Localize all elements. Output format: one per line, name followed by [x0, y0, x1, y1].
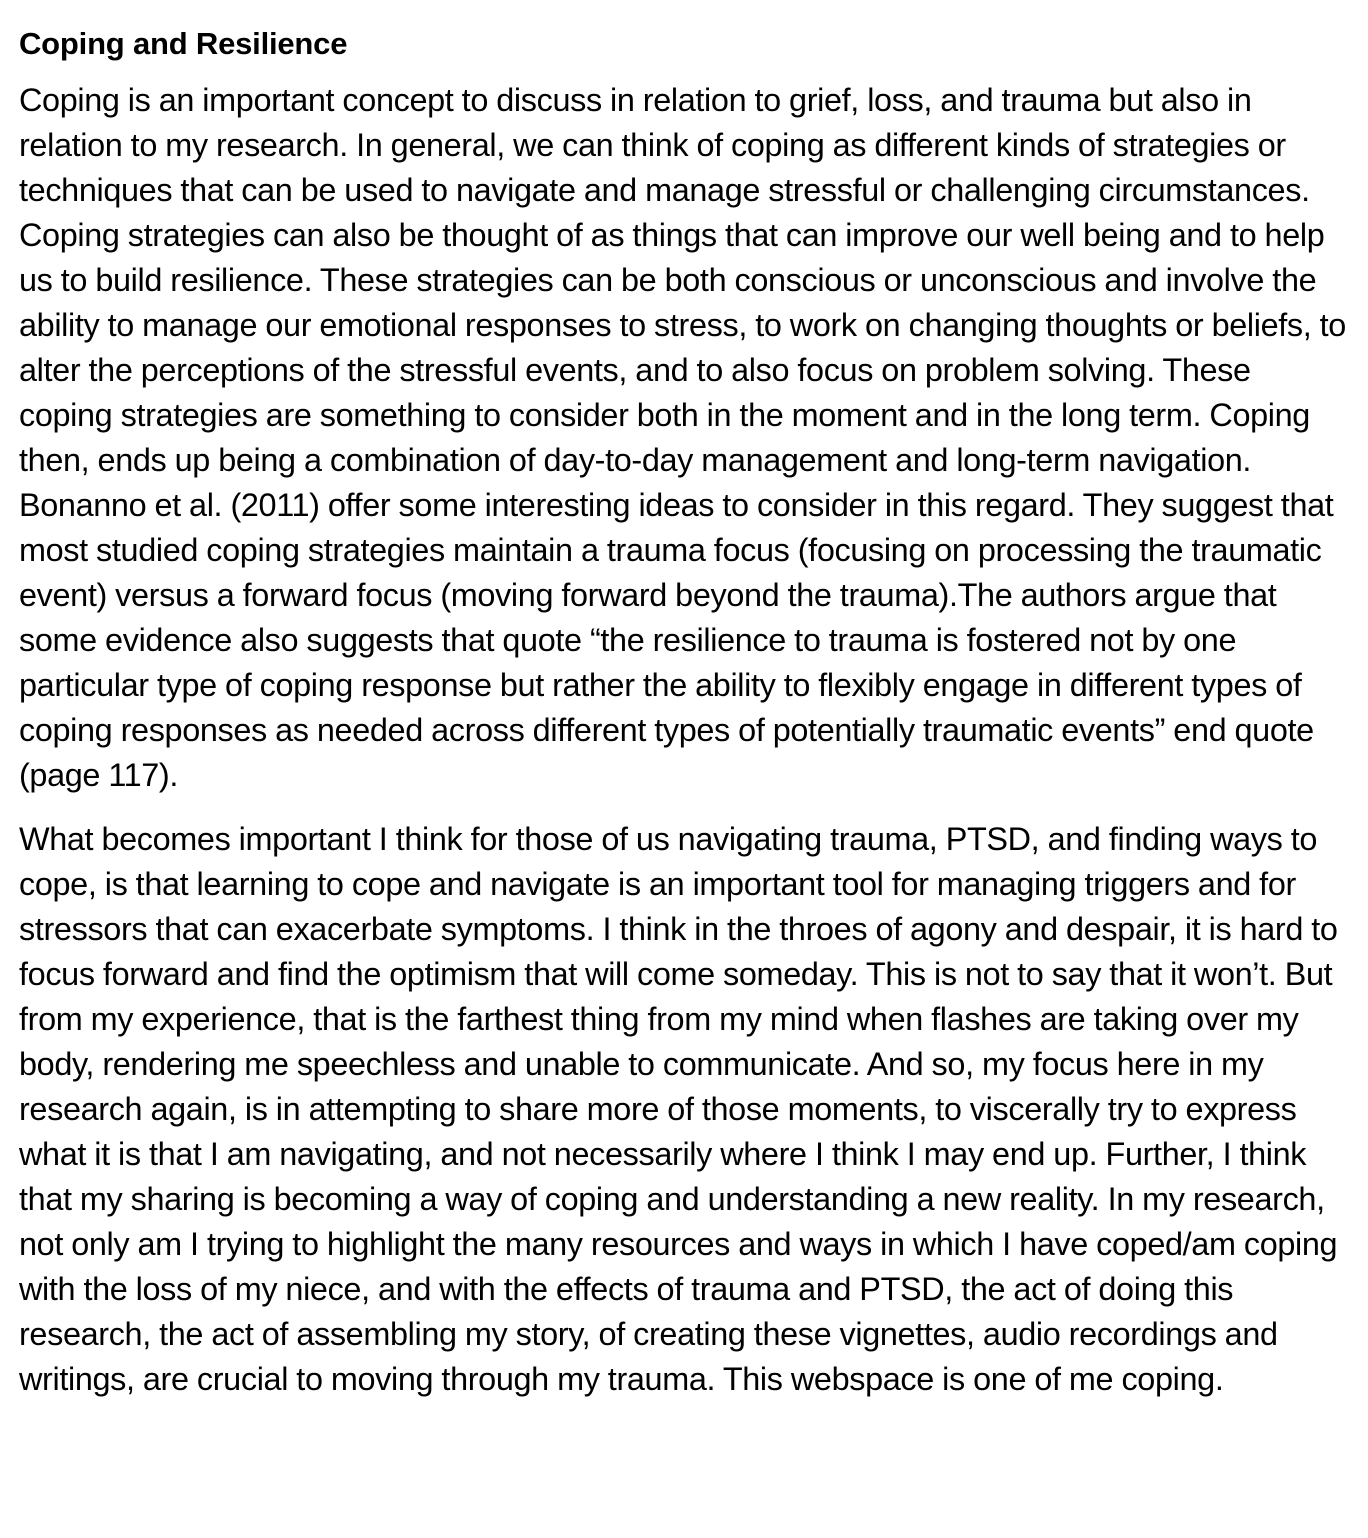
section-heading: Coping and Resilience [19, 26, 348, 61]
paragraph-personal-reflection: What becomes important I think for those of us navigating trauma, PTSD, and finding ways to cope, is that learning to cope and navigate is an important tool for managing triggers and for stressors that can exacerbate symptoms. I think in the throes of agony and despair, it is hard to focus forward and find the optimism that will come someday. This is not to say that it won’t. But from my experience, that is the farthest thing from my mind when flashes are taking over my body, rendering me speechless and unable to communicate. And so, my focus here in my research again, is in attempting to share more of those moments, to viscerally try to express what it is that I am navigating, and not necessarily where I think I may end up. Further, I think that my sharing is becoming a way of coping and understanding a new reality. In my research, not only am I trying to highlight the many resources and ways in which I have coped/am coping with the loss of my niece, and with the effects of trauma and PTSD, the act of doing this research, the act of assembling my story, of creating these vignettes, audio recordings and writings, are crucial to moving through my trauma. This webspace is one of me coping. [19, 821, 1338, 1397]
article [19, 22, 1348, 1402]
paragraph-coping-definition: Coping is an important concept to discuss in relation to grief, loss, and trauma but also in relation to my research. In general, we can think of coping as different kinds of strategies or techniques that can be used to navigate and manage stressful or challenging circumstances. Coping strategies can also be thought of as things that can improve our well being and to help us to build resilience. These strategies can be both conscious or unconscious and involve the ability to manage our emotional responses to stress, to work on changing thoughts or beliefs, to alter the perceptions of the stressful events, and to also focus on problem solving. These coping strategies are something to consider both in the moment and in the long term. Coping then, ends up being a combination of day-to-day management and long-term navigation. Bonanno et al. (2011) offer some interesting ideas to consider in this regard. They suggest that most studied coping strategies maintain a trauma focus (focusing on processing the traumatic event) versus a forward focus (moving forward beyond the trauma).The authors argue that some evidence also suggests that quote “the resilience to trauma is fostered not by one particular type of coping response but rather the ability to flexibly engage in different types of coping responses as needed across different types of potentially traumatic events” end quote (page 117). [19, 82, 1346, 793]
